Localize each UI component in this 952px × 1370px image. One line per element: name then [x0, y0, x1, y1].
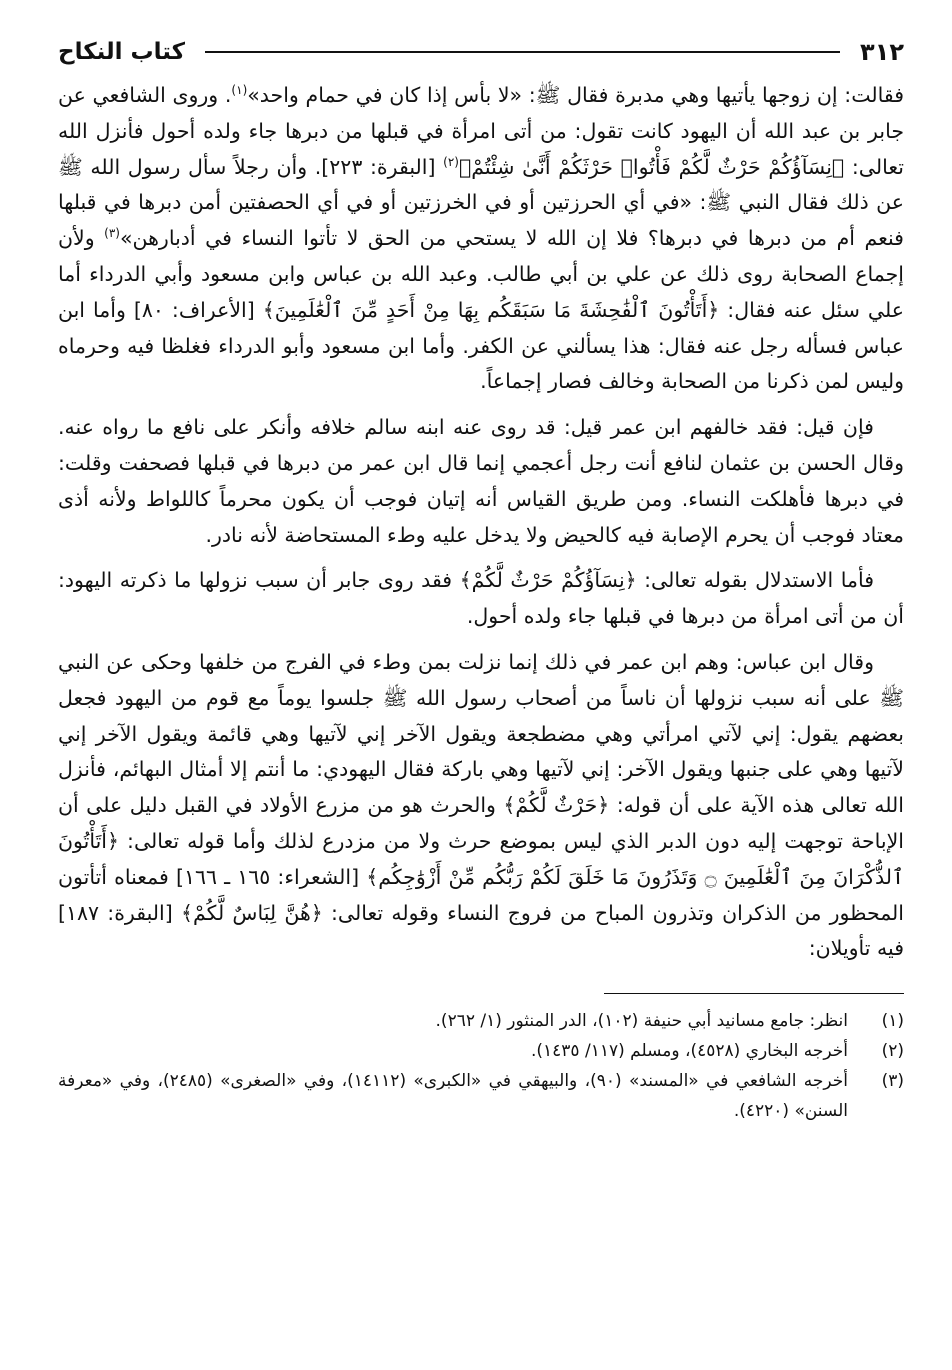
- footnote-number: (٣): [881, 1071, 904, 1092]
- footnote-number: (٢): [881, 1041, 904, 1062]
- paragraph-3: فأما الاستدلال بقوله تعالى: ﴿نِسَآؤُكُمْ حَرْثٌ لَّكُمْ﴾ فقد روى جابر أن سبب نزولها ما ذكرته اليهود: أن من أتى امرأة من دبرها في قبلها جاء ولده أحول.: [58, 568, 904, 629]
- page-number: ٣١٢: [860, 38, 904, 66]
- paragraph-4: وقال ابن عباس: وهم ابن عمر في ذلك إنما نزلت بمن وطء في الفرج من خلفها وحكى عن النبي ﷺ على أنه سبب نزولها أن ناساً من أصحاب رسول الله ﷺ جلسوا يوماً مع قوم من اليهود فجعل بعضهم يقول: إني لآتي امرأتي وهي مضطجعة ويقول الآخر إني لآتيها وهي قائمة ويقول الآخر إني لآتيها وهي على جنبها ويقول الآخر: إني لآتيها وهي باركة فقال اليهودي: ما أنتم إلا أمثال البهائم، فأنزل الله تعالى هذه الآية على أن قوله: ﴿حَرْثٌ لَّكُمْ﴾ والحرث هو من مزرع الأولاد في القبل دليل على أن الإباحة توجهت إليه دون الدبر الذي ليس بموضع حرث ولا من مزدرع لذلك وأما قوله تعالى: ﴿أَتَأْتُونَ ٱلذُّكْرَانَ مِنَ ٱلْعَٰلَمِينَ ۝ وَتَذَرُونَ مَا خَلَقَ لَكُمْ رَبُّكُم مِّنْ أَزْوَٰجِكُم﴾ [الشعراء: ١٦٥ ـ ١٦٦] فمعناه أتأتون المحظور من الذكران وتذرون المباح من فروج النساء وقوله تعالى: ﴿هُنَّ لِبَاسٌ لَّكُمْ﴾ [البقرة: ١٨٧] فيه تأويلان:: [58, 649, 904, 961]
- footnote-ref-1: (١): [231, 83, 248, 98]
- book-page: [58, 30, 904, 1350]
- paragraph-2: فإن قيل: فقد خالفهم ابن عمر قيل: قد روى عنه ابنه سالم خلافه وأنكر على نافع ما رواه عنه. وقال الحسن بن عثمان لنافع أنت رجل أعجمي إنما قال ابن عمر من دبرها في قبلها فصحفت وقلت: في دبرها فأهلكت النساء. ومن طريق القياس أنه إتيان فوجب أن يكون محرماً كاللواط ولأنه أذى معتاد فوجب أن يحرم الإصابة فيه كالحيض ولا يدخل عليه وطء المستحاضة لأنه نادر.: [58, 415, 904, 547]
- footnote-separator: [604, 993, 904, 994]
- footnotes: [58, 1006, 904, 1126]
- footnote-text: أخرجه البخاري (٤٥٢٨)، ومسلم (١١٧/ ١٤٣٥).: [530, 1041, 848, 1062]
- footnote-number: (١): [881, 1011, 904, 1032]
- footnote-2: [58, 1036, 904, 1066]
- page-header: [58, 30, 904, 74]
- footnote-text: أخرجه الشافعي في «المسند» (٩٠)، والبيهقي في «الكبرى» (١٤١١٢)، وفي «الصغرى» (٢٤٨٥)، وفي «معرفة السنن» (٤٢٢٠).: [58, 1071, 848, 1122]
- paragraph-1-text-c: [البقرة: ٢٢٣]. وأن رجلاً سأل رسول الله ﷺ عن ذلك فقال النبي ﷺ: «في أي الحرزتين أو في الخرزتين أو في أي الحصفتين أمن دبرها في قبلها فنعم أم من دبرها في دبرها؟ فلا إن الله لا يستحي من الحق لا تأتوا النساء في أدبارهن»: [58, 154, 904, 251]
- paragraph-1-text-d: ولأن إجماع الصحابة روى ذلك عن علي بن أبي طالب. وعبد الله بن عباس وابن مسعود وأبي الدرداء أما علي سئل عنه فقال: ﴿أَتَأْتُونَ ٱلْفَٰحِشَةَ مَا سَبَقَكُم بِهَا مِنْ أَحَدٍ مِّنَ ٱلْعَٰلَمِينَ﴾ [الأعراف: ٨٠] وأما ابن عباس فسأله رجل عنه فقال: هذا يسألني عن الكفر. وأما ابن مسعود وأبو الدرداء فغلظا فيه وحرماه وليس لمن ذكرنا من الصحابة وخالف فصار إجماعاً.: [58, 226, 904, 394]
- main-text: [58, 78, 904, 967]
- footnote-ref-3: (٣): [104, 226, 120, 241]
- footnote-ref-2: (٢): [443, 154, 459, 169]
- paragraph-1-text-b: . وروى الشافعي عن جابر بن عبد الله أن اليهود كانت تقول: من أتى امرأة في قبلها من دبرها جاء ولده أحول فأنزل الله تعالى: ﴿نِسَآؤُكُمْ حَرْثٌ لَّكُمْ فَأْتُوا۟ حَرْثَكُمْ أَنَّىٰ شِئْتُمْ﴾: [58, 83, 904, 179]
- header-rule: [205, 51, 840, 53]
- footnote-3: [58, 1066, 904, 1126]
- footnote-text: انظر: جامع مسانيد أبي حنيفة (١٠٢)، الدر المنثور (١/ ٢٦٢).: [435, 1011, 848, 1032]
- paragraph-1: [58, 78, 904, 400]
- footnote-1: [58, 1006, 904, 1036]
- paragraph-1-text-a: فقالت: إن زوجها يأتيها وهي مدبرة فقال ﷺ: «لا بأس إذا كان في حمام واحد»: [247, 83, 904, 107]
- chapter-title: كتاب النكاح: [58, 39, 186, 65]
